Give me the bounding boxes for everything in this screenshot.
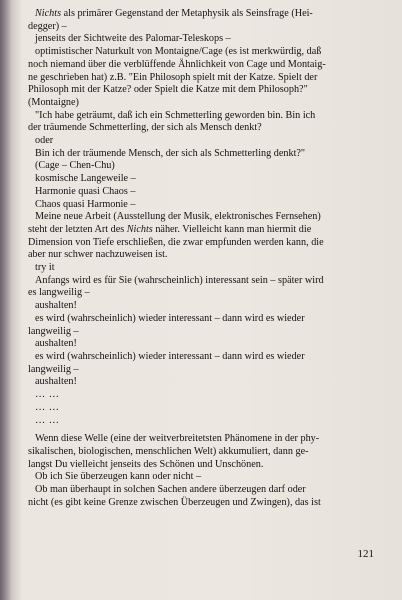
ellipsis-line: … … — [35, 389, 60, 401]
text-line: noch niemand über die verblüffende Ähnlichkeit von Cage und Montaig- — [28, 58, 326, 70]
text-line: optimistischer Naturkult von Montaigne/Cage (es ist merkwürdig, daß — [35, 46, 322, 58]
text-line: Chaos quasi Harmonie – — [35, 198, 136, 210]
text-line: (Cage – Chen-Chu) — [35, 160, 115, 172]
text-line: Anfangs wird es für Sie (wahrscheinlich) interessant sein – später wird — [35, 274, 324, 286]
emphasis-nichts: Nichts — [35, 8, 62, 19]
text-line: langst Du vielleicht jenseits des Schönen und Unschönen. — [28, 458, 264, 470]
page-number: 121 — [357, 548, 374, 560]
text-line: langweilig – — [28, 363, 79, 375]
text-line: es wird (wahrscheinlich) wieder interessant – dann wird es wieder — [35, 312, 305, 324]
ellipsis-line: … … — [35, 401, 60, 413]
text-line: Philosoph mit der Katze? oder Spielt die Katze mit dem Philosoph?" — [28, 84, 308, 96]
text-line: Wenn diese Welle (eine der weitverbreitetsten Phänomene in der phy- — [35, 433, 320, 445]
emphasis-nichts: Nichts — [126, 223, 153, 235]
text-line: es langweilig – — [28, 287, 90, 299]
text-line: aushalten! — [35, 338, 77, 350]
text-line: aber nur schwer nachzuweisen ist. — [28, 249, 168, 261]
text-line: steht der letzten Art des Nichts näher. Vielleicht kann man hiermit die — [28, 223, 312, 235]
text-line: Nichts als primärer Gegenstand der Metaphysik als Seinsfrage (Hei- — [35, 8, 313, 19]
text-line: (Montaigne) — [28, 96, 79, 108]
text-line: aushalten! — [35, 300, 77, 312]
text-line: aushalten! — [35, 376, 77, 388]
text-line: sikalischen, biologischen, menschlichen Welt) akkumuliert, dann ge- — [28, 445, 309, 457]
text-line: "Ich habe geträumt, daß ich ein Schmetterling geworden bin. Bin ich — [35, 109, 316, 121]
text-line: es wird (wahrscheinlich) wieder interessant – dann wird es wieder — [35, 350, 305, 362]
ellipsis-line: … … — [35, 414, 60, 426]
text-line: Meine neue Arbeit (Ausstellung der Musik, elektronisches Fernsehen) — [35, 211, 321, 223]
text-line: Bin ich der träumende Mensch, der sich als Schmetterling denkt?" — [35, 147, 306, 159]
text-line: Ob ich Sie überzeugen kann oder nicht – — [35, 471, 202, 483]
text-line: Harmonie quasi Chaos – — [35, 185, 136, 197]
text-line: langweilig – — [28, 325, 79, 337]
text-line: oder — [35, 135, 54, 147]
text-line: der träumende Schmetterling, der sich als Mensch denkt? — [28, 122, 262, 134]
text-line: kosmische Langeweile – — [35, 173, 136, 185]
text-line: ne geschrieben hat) z.B. "Ein Philosoph spielt mit der Katze. Spielt der — [28, 71, 318, 83]
text-line: Ob man überhaupt in solchen Sachen andere überzeugen darf oder — [35, 484, 306, 496]
text-line: try it — [35, 262, 55, 274]
text-line: jenseits der Sichtweite des Palomar-Teleskops – — [35, 33, 231, 45]
text-line: Dimension von Tiefe erschließen, die zwar empfunden werden kann, die — [28, 236, 324, 248]
text-line: nicht (es gibt keine Grenze zwischen Überzeugen und Zwingen), das ist — [28, 496, 321, 508]
body-text — [28, 8, 383, 509]
text-line: degger) – — [28, 20, 67, 32]
